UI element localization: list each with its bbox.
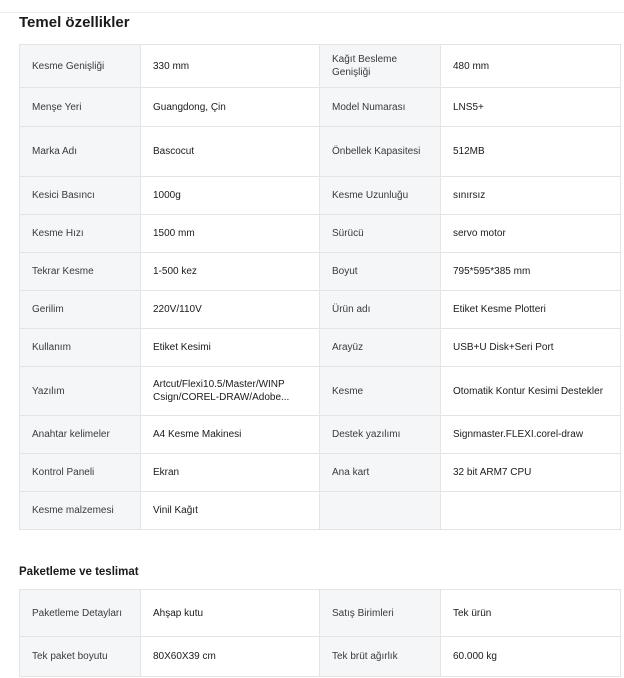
attribute-value: 795*595*385 mm — [441, 253, 621, 291]
table-row — [20, 454, 621, 492]
attribute-value: A4 Kesme Makinesi — [141, 416, 320, 454]
attribute-label: Marka Adı — [20, 127, 141, 177]
attribute-value: 220V/110V — [141, 291, 320, 329]
attribute-label: Tek brüt ağırlık — [320, 637, 441, 677]
table-row — [20, 45, 621, 88]
table-row — [20, 88, 621, 127]
top-divider — [0, 0, 624, 13]
attribute-label: Kesme Genişliği — [20, 45, 141, 88]
attribute-value: 80X60X39 cm — [141, 637, 320, 677]
attribute-label: Destek yazılımı — [320, 416, 441, 454]
attribute-label: Boyut — [320, 253, 441, 291]
table-row — [20, 492, 621, 530]
table-row — [20, 590, 621, 637]
attribute-value: Signmaster.FLEXI.corel-draw — [441, 416, 621, 454]
attribute-value: 60.000 kg — [441, 637, 621, 677]
attribute-label: Model Numarası — [320, 88, 441, 127]
attribute-label: Kesme — [320, 367, 441, 416]
table-row — [20, 416, 621, 454]
attribute-label: Gerilim — [20, 291, 141, 329]
attribute-value: Etiket Kesimi — [141, 329, 320, 367]
attribute-value: 480 mm — [441, 45, 621, 88]
table-row — [20, 177, 621, 215]
attribute-value: LNS5+ — [441, 88, 621, 127]
table-row — [20, 127, 621, 177]
attribute-value: USB+U Disk+Seri Port — [441, 329, 621, 367]
attribute-label: Tek paket boyutu — [20, 637, 141, 677]
attribute-value — [441, 492, 621, 530]
attribute-value: Otomatik Kontur Kesimi Destekler — [441, 367, 621, 416]
attribute-value: 1-500 kez — [141, 253, 320, 291]
attribute-label: Önbellek Kapasitesi — [320, 127, 441, 177]
table-row — [20, 215, 621, 253]
attribute-label — [320, 492, 441, 530]
attribute-label: Kesme Hızı — [20, 215, 141, 253]
attribute-label: Kağıt Besleme Genişliği — [320, 45, 441, 88]
attribute-label: Kesme Uzunluğu — [320, 177, 441, 215]
attribute-value: servo motor — [441, 215, 621, 253]
attribute-label: Ürün adı — [320, 291, 441, 329]
attribute-label: Yazılım — [20, 367, 141, 416]
attribute-value: Ekran — [141, 454, 320, 492]
attribute-value: Bascocut — [141, 127, 320, 177]
section-title-key-attributes: Temel özellikler — [19, 14, 130, 31]
key-attributes-table — [19, 44, 621, 530]
attribute-value: Artcut/Flexi10.5/Master/WINP Csign/COREL-DRAW/Adobe... — [141, 367, 320, 416]
attribute-label: Satış Birimleri — [320, 590, 441, 637]
attribute-label: Kesme malzemesi — [20, 492, 141, 530]
attribute-value: 330 mm — [141, 45, 320, 88]
packaging-table — [19, 589, 621, 677]
attribute-value: Etiket Kesme Plotteri — [441, 291, 621, 329]
attribute-value: Tek ürün — [441, 590, 621, 637]
attribute-label: Anahtar kelimeler — [20, 416, 141, 454]
attribute-label: Tekrar Kesme — [20, 253, 141, 291]
section-title-packaging: Paketleme ve teslimat — [19, 566, 139, 578]
attribute-label: Kesici Basıncı — [20, 177, 141, 215]
table-row — [20, 329, 621, 367]
attribute-label: Paketleme Detayları — [20, 590, 141, 637]
attribute-value: Guangdong, Çin — [141, 88, 320, 127]
attribute-value: 1000g — [141, 177, 320, 215]
attribute-value: sınırsız — [441, 177, 621, 215]
table-row — [20, 637, 621, 677]
table-row — [20, 367, 621, 416]
attribute-label: Ana kart — [320, 454, 441, 492]
attribute-label: Sürücü — [320, 215, 441, 253]
attribute-value: Vinil Kağıt — [141, 492, 320, 530]
attribute-label: Kullanım — [20, 329, 141, 367]
attribute-label: Menşe Yeri — [20, 88, 141, 127]
attribute-label: Arayüz — [320, 329, 441, 367]
table-row — [20, 291, 621, 329]
table-row — [20, 253, 621, 291]
attribute-value: Ahşap kutu — [141, 590, 320, 637]
attribute-value: 512MB — [441, 127, 621, 177]
attribute-label: Kontrol Paneli — [20, 454, 141, 492]
attribute-value: 32 bit ARM7 CPU — [441, 454, 621, 492]
attribute-value: 1500 mm — [141, 215, 320, 253]
